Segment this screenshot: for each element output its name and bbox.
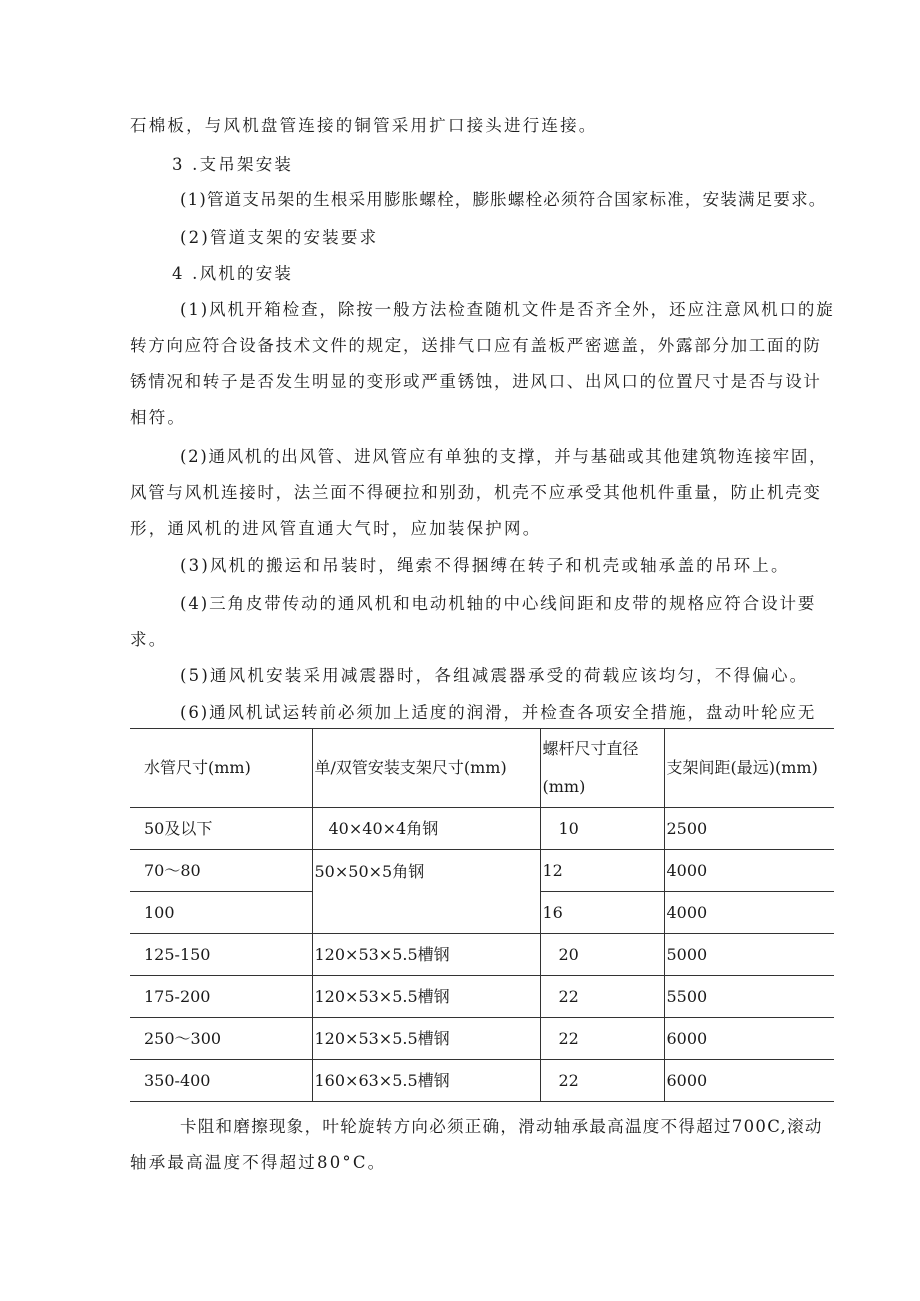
paragraph-line: 轴承最高温度不得超过80°C。	[130, 1153, 387, 1172]
cell-support-spacing: 6000	[664, 1060, 834, 1102]
paragraph-line: 石棉板，与风机盘管连接的铜管采用扩口接头进行连接。	[130, 116, 598, 135]
paragraph-line: (6)通风机试运转前必须加上适度的润滑，并检查各项安全措施，盘动叶轮应无	[180, 703, 817, 722]
section-heading: 4 .风机的安装	[172, 264, 294, 283]
paragraph-line: (4)三角皮带传动的通风机和电动机轴的中心线间距和皮带的规格应符合设计要	[180, 594, 817, 613]
header-pipe-size: 水管尺寸(mm)	[130, 729, 312, 808]
cell-support-spacing: 4000	[664, 850, 834, 892]
cell-rod-diameter: 10	[540, 808, 664, 850]
cell-pipe-size: 125-150	[130, 934, 312, 976]
table-row	[130, 934, 834, 976]
table-row	[130, 976, 834, 1018]
cell-pipe-size: 50及以下	[130, 808, 312, 850]
paragraph-line: (3)风机的搬运和吊装时，绳索不得捆缚在转子和机壳或轴承盖的吊环上。	[180, 556, 790, 575]
cell-pipe-size: 350-400	[130, 1060, 312, 1102]
paragraph-line: 形，通风机的进风管直通大气时，应加装保护网。	[130, 519, 542, 538]
cell-support-spacing: 5000	[664, 934, 834, 976]
cell-pipe-size: 175-200	[130, 976, 312, 1018]
cell-rod-diameter: 16	[540, 892, 664, 934]
paragraph-line: 卡阻和磨擦现象，叶轮旋转方向必须正确，滑动轴承最高温度不得超过700C,滚动	[180, 1117, 823, 1136]
table-row	[130, 808, 834, 850]
header-support-spacing: 支架间距(最远)(mm)	[664, 729, 834, 808]
paragraph-line: 转方向应符合设备技术文件的规定，送排气口应有盖板严密遮盖，外露部分加工面的防	[130, 336, 822, 355]
paragraph-line: 求。	[130, 630, 168, 649]
cell-bracket-size: 120×53×5.5槽钢	[312, 934, 540, 976]
table-row	[130, 1018, 834, 1060]
cell-rod-diameter: 20	[540, 934, 664, 976]
cell-bracket-size: 160×63×5.5槽钢	[312, 1060, 540, 1102]
cell-rod-diameter: 22	[540, 976, 664, 1018]
cell-pipe-size: 70～80	[130, 850, 312, 892]
cell-bracket-size: 120×53×5.5槽钢	[312, 1018, 540, 1060]
header-rod-diameter: 螺杆尺寸直径(mm)	[540, 729, 664, 808]
paragraph-line: (2)通风机的出风管、进风管应有单独的支撑，并与基础或其他建筑物连接牢固，	[180, 447, 828, 466]
cell-support-spacing: 4000	[664, 892, 834, 934]
cell-support-spacing: 6000	[664, 1018, 834, 1060]
paragraph-line: (2)管道支架的安装要求	[180, 228, 379, 247]
cell-rod-diameter: 22	[540, 1060, 664, 1102]
cell-pipe-size: 250～300	[130, 1018, 312, 1060]
header-bracket-size: 单/双管安装支架尺寸(mm)	[312, 729, 540, 808]
cell-rod-diameter: 22	[540, 1018, 664, 1060]
paragraph-line: 锈情况和转子是否发生明显的变形或严重锈蚀，进风口、出风口的位置尺寸是否与设计	[130, 372, 822, 391]
paragraph-line: 相符。	[130, 408, 187, 427]
cell-bracket-size: 40×40×4角钢	[312, 808, 540, 850]
cell-bracket-size: 50×50×5角钢	[312, 850, 540, 934]
table-row	[130, 1060, 834, 1102]
paragraph-line: (5)通风机安装采用减震器时，各组减震器承受的荷载应该均匀，不得偏心。	[180, 666, 809, 685]
paragraph-line: (1)风机开箱检查，除按一般方法检查随机文件是否齐全外，还应注意风机口的旋	[180, 300, 835, 319]
section-heading: 3 .支吊架安装	[172, 155, 294, 174]
table-row	[130, 850, 834, 892]
cell-support-spacing: 5500	[664, 976, 834, 1018]
cell-bracket-size: 120×53×5.5槽钢	[312, 976, 540, 1018]
paragraph-line: (1)管道支吊架的生根采用膨胀螺栓，膨胀螺栓必须符合国家标准，安装满足要求。	[180, 190, 827, 209]
cell-rod-diameter: 12	[540, 850, 664, 892]
table-header-row	[130, 729, 834, 808]
cell-pipe-size: 100	[130, 892, 312, 934]
support-spec-table	[130, 728, 834, 1102]
cell-support-spacing: 2500	[664, 808, 834, 850]
paragraph-line: 风管与风机连接时，法兰面不得硬拉和别劲，机壳不应承受其他机件重量，防止机壳变	[130, 483, 822, 502]
